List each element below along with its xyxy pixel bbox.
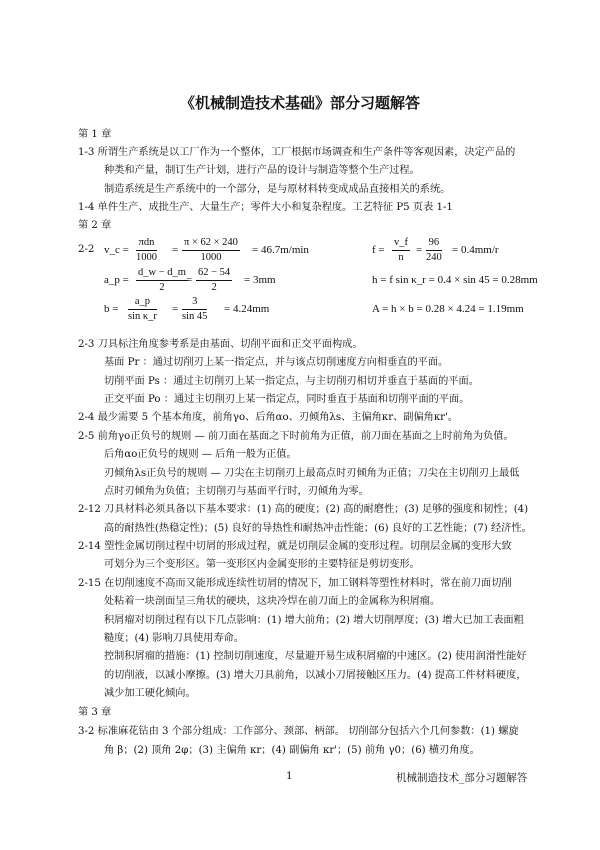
answer-2-15-line3: 积屑瘤对切削过程有以下几点影响：(1) 增大前角；(2) 增大切削厚度；(3) 增大已加工表面粗 [104,615,524,626]
answer-2-5-line1: 2-5 前角γo正负号的规则 — 前刀面在基面之下时前角为正值，前刀面在基面之上时前角为负值。 [78,431,514,442]
b-eq1: = [172,303,179,315]
chapter-3-heading: 第 3 章 [78,707,112,718]
answer-2-2-label: 2-2 [78,244,95,255]
answer-2-5-line2: 后角αo正负号的规则 — 后角一般为正值。 [104,449,297,460]
answer-2-15-line7: 减少加工硬化倾向。 [104,688,196,699]
f-fraction-1-denominator: n [398,252,404,263]
answer-2-3-line1: 2-3 刀具标注角度参考系是由基面、切削平面和正交平面构成。 [78,339,363,350]
f-fraction-1-numerator: v_f [392,236,410,251]
ap-fraction-1-numerator: d_w − d_m [136,266,188,281]
vc-fraction-2 [182,236,240,265]
f-result: = 0.4mm/r [452,244,499,256]
ap-fraction-1-denominator: 2 [159,282,165,293]
answer-2-3-line2: 基面 Pr ：通过切削刃上某一指定点，并与该点切削速度方向相垂直的平面。 [104,357,449,368]
answer-2-15-line4: 糙度；(4) 影响刀具使用寿命。 [104,633,244,644]
answer-2-15-line5: 控制积屑瘤的措施：(1) 控制切削速度，尽量避开易生成积屑瘤的中速区。(2) 使用润滑性能好 [104,651,527,662]
vc-fraction-1 [136,236,157,265]
answer-2-15-line6: 的切削液，以减小摩擦。(3) 增大刀具前角，以减小刀屑接触区压力。(4) 提高工件材料硬度， [104,670,527,681]
answer-2-15-line1: 2-15 在切削速度不高而又能形成连续性切屑的情况下，加工钢料等塑性材料时，常在前刀面切削 [78,578,512,589]
f-fraction-2 [426,236,442,265]
answer-2-15-line2: 处粘着一块剖面呈三角状的硬块，这块冷焊在前刀面上的金属称为积屑瘤。 [104,596,441,607]
answer-2-4: 2-4 最少需要 5 个基本角度，前角γo、后角αo、刃倾角λs、主偏角κr、副偏角κr'。 [78,412,459,423]
f-fraction-2-numerator: 96 [426,236,442,251]
ap-result: = 3mm [244,274,276,286]
b-fraction-1-denominator: sin κ_r [128,311,157,322]
f-fraction-2-denominator: 240 [426,252,442,263]
answer-2-5-line3: 刃倾角λs正负号的规则 — 刀尖在主切削刃上最高点时刃倾角为正值；刀尖在主切削刃上最低 [104,468,520,479]
f-eq1: = [416,244,423,256]
b-fraction-2-denominator: sin 45 [182,311,208,322]
vc-fraction-2-numerator: π × 62 × 240 [182,236,240,251]
vc-fraction-1-numerator: πdn [136,236,157,251]
b-fraction-1-numerator: a_p [128,295,157,310]
b-fraction-2-numerator: 3 [182,295,207,310]
vc-fraction-1-denominator: 1000 [136,252,157,263]
answer-2-14-line1: 2-14 塑性金属切削过程中切屑的形成过程，就是切削层金属的变形过程。切削层金属的变形大致 [78,541,512,552]
answer-2-3-line4: 正交平面 Po ：通过主切削刃上某一指定点，同时垂直于基面和切削平面的平面。 [104,394,470,405]
equation-A: A = h × b = 0.28 × 4.24 = 1.19mm [372,303,524,315]
b-fraction-2 [182,295,207,324]
ap-fraction-1 [136,266,188,295]
footer-doc-name: 机械制造技术_部分习题解答 [396,772,528,784]
vc-fraction-2-denominator: 1000 [200,252,222,263]
answer-1-4: 1-4 单件生产、成批生产、大量生产；零件大小和复杂程度。工艺特征 P5 页表 1-1 [78,202,453,213]
answer-3-2-line1: 3-2 标准麻花钻由 3 个部分组成：工作部分、颈部、柄部。 切削部分包括六个几何参数：(1) 螺旋 [78,726,519,737]
ap-fraction-2-denominator: 2 [211,282,217,293]
page-number: 1 [286,770,293,782]
ap-fraction-2-numerator: 62 − 54 [196,266,232,281]
b-fraction-1 [128,295,157,324]
ap-lhs: a_p = [104,274,129,286]
f-lhs: f = [372,244,385,256]
vc-lhs: v_c = [104,244,129,256]
answer-1-3-line2: 种类和产量，制订生产计划，进行产品的设计与制造等整个生产过程。 [104,165,420,176]
answer-2-3-line3: 切削平面 Ps ：通过主切削刃上某一指定点，与主切削刃相切并垂直于基面的平面。 [104,376,479,387]
answer-2-14-line2: 可划分为三个变形区。第一变形区内金属变形的主要特征是剪切变形。 [104,559,420,570]
answer-1-3-line1: 1-3 所谓生产系统是以工厂作为一个整体，工厂根据市场调查和生产条件等客观因素，决定产品的 [78,147,516,158]
answer-1-3-line3: 制造系统是生产系统中的一个部分，是与原材料转变成成品直接相关的系统。 [104,184,451,195]
equation-h: h = f sin κ_r = 0.4 × sin 45 = 0.28mm [372,274,538,286]
chapter-2-heading: 第 2 章 [78,220,112,231]
vc-result: = 46.7m/min [252,244,309,256]
ap-fraction-2 [196,266,232,295]
ap-eq1: = [186,274,193,286]
document-title: 《机械制造技术基础》部分习题解答 [179,94,420,112]
f-fraction-1 [392,236,410,265]
b-lhs: b = [104,303,119,315]
vc-eq1: = [172,244,179,256]
answer-3-2-line2: 角 β；(2) 顶角 2φ；(3) 主偏角 κr；(4) 副偏角 κr'；(5) 前角 γ0；(6) 横刃角度。 [104,745,480,756]
answer-2-12-line2: 高的耐热性(热稳定性)；(5) 良好的导热性和耐热冲击性能；(6) 良好的工艺性能；(7) 经济性。 [104,523,532,534]
answer-2-5-line4: 点时刃倾角为负值；主切削刃与基面平行时，刃倾角为零。 [104,486,369,497]
b-result: = 4.24mm [224,303,270,315]
chapter-1-heading: 第 1 章 [78,129,112,140]
answer-2-12-line1: 2-12 刀具材料必须具备以下基本要求：(1) 高的硬度；(2) 高的耐磨性；(3) 足够的强度和韧性；(4) [78,504,529,515]
